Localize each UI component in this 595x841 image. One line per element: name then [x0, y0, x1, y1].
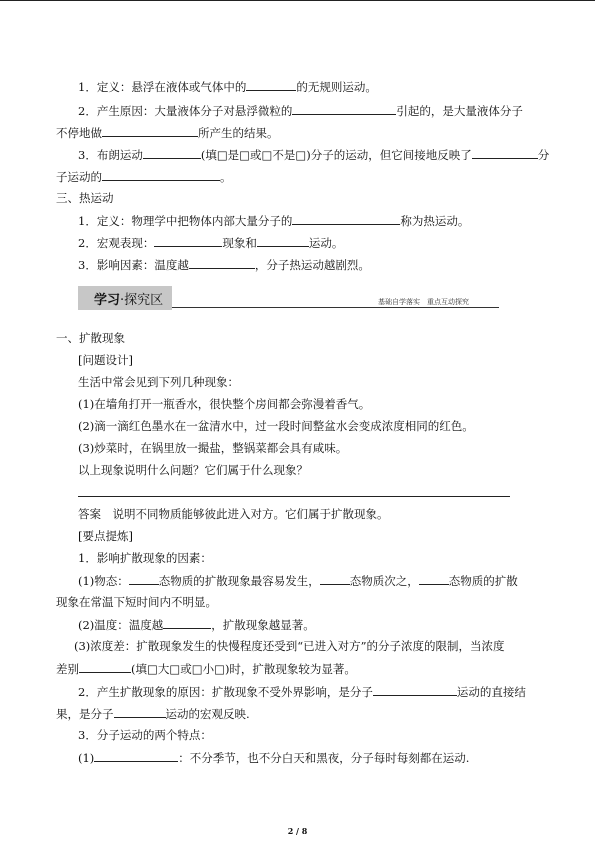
blank[interactable]	[129, 572, 159, 585]
section-heading-thermal-motion: 三、热运动	[56, 191, 114, 205]
answer-line[interactable]	[78, 496, 510, 497]
state-factor-line: (1)物态： 态物质的扩散现象最容易发生， 态物质次之， 态物质的扩散	[78, 574, 518, 588]
phenomenon-2: (2)滴一滴红色墨水在一盆清水中，过一段时间整盆水会变成浓度相同的红色。	[78, 419, 474, 433]
brownian-motion-line-cont: 子运动的 。	[56, 170, 232, 184]
concentration-factor-line: (3)浓度差：扩散现象发生的快慢程度还受到“已进入对方”的分子浓度的限制，当浓度	[74, 639, 505, 653]
concentration-factor-line-cont: 差别 (填□大□或□小□)时，扩散现象较为显著。	[56, 662, 356, 676]
phenomena-intro: 生活中常会见到下列几种现象：	[78, 375, 239, 389]
blank[interactable]	[189, 256, 255, 269]
blank[interactable]	[320, 572, 350, 585]
answer-text: 答案 说明不同物质能够彼此进入对方。它们属于扩散现象。	[78, 507, 389, 521]
blank[interactable]	[154, 234, 222, 247]
molecular-motion-features-heading: 3．分子运动的两个特点：	[78, 728, 212, 742]
brownian-motion-line: 3．布朗运动 (填□是□或□不是□)分子的运动，但它间接地反映了 分	[78, 148, 550, 162]
blank[interactable]	[373, 683, 457, 696]
blank[interactable]	[292, 212, 400, 225]
phenomenon-1: (1)在墙角打开一瓶香水，很快整个房间都会弥漫着香气。	[78, 397, 371, 411]
thermal-definition-line: 1．定义：物理学中把物体内部大量分子的 称为热运动。	[78, 214, 470, 228]
blank[interactable]	[472, 146, 538, 159]
banner-rule	[172, 307, 499, 308]
brownian-cause-line-cont: 不停地做 所产生的结果。	[56, 126, 279, 140]
diffusion-cause-line-cont: 果，是分子 运动的宏观反映.	[56, 707, 250, 721]
diffusion-cause-line: 2．产生扩散现象的原因：扩散现象不受外界影响，是分子 运动的直接结	[78, 685, 526, 699]
blank[interactable]	[102, 168, 220, 181]
top-rule	[0, 0, 595, 1]
blank[interactable]	[114, 705, 166, 718]
blank[interactable]	[102, 124, 198, 137]
section-heading-diffusion: 一、扩散现象	[56, 331, 125, 345]
blank[interactable]	[143, 146, 201, 159]
blank[interactable]	[419, 572, 449, 585]
blank[interactable]	[163, 616, 211, 629]
banner-title: 学习·探究区	[94, 293, 164, 308]
state-factor-line-cont: 现象在常温下短时间内不明显。	[56, 595, 217, 609]
question-text: 以上现象说明什么问题？它们属于什么现象？	[78, 463, 308, 477]
page-number: 2 / 8	[287, 826, 308, 836]
study-section-banner	[78, 286, 499, 310]
banner-tag: 基础自学落实 重点互动探究	[378, 298, 469, 306]
molecular-motion-feature-1: (1) ：不分季节，也不分白天和黑夜，分子每时每刻都在运动.	[78, 751, 470, 765]
blank[interactable]	[79, 660, 131, 673]
blank[interactable]	[257, 234, 309, 247]
key-points-label: [要点提炼]	[78, 529, 133, 543]
diffusion-factors-heading: 1．影响扩散现象的因素：	[78, 551, 212, 565]
temperature-factor-line: (2)温度：温度越 ，扩散现象越显著。	[78, 618, 315, 632]
thermal-macro-line: 2．宏观表现： 现象和 运动。	[78, 236, 344, 250]
blank[interactable]	[246, 78, 296, 91]
blank[interactable]	[292, 102, 396, 115]
thermal-factor-line: 3．影响因素：温度越 ，分子热运动越剧烈。	[78, 258, 370, 272]
blank[interactable]	[94, 749, 178, 762]
question-design-label: [问题设计]	[78, 353, 133, 367]
brownian-cause-line: 2．产生原因：大量液体分子对悬浮微粒的 引起的，是大量液体分子	[78, 104, 523, 118]
brownian-definition-line: 1．定义：悬浮在液体或气体中的 的无规则运动。	[78, 80, 377, 94]
phenomenon-3: (3)炒菜时，在锅里放一撮盐，整锅菜都会具有咸味。	[78, 441, 348, 455]
